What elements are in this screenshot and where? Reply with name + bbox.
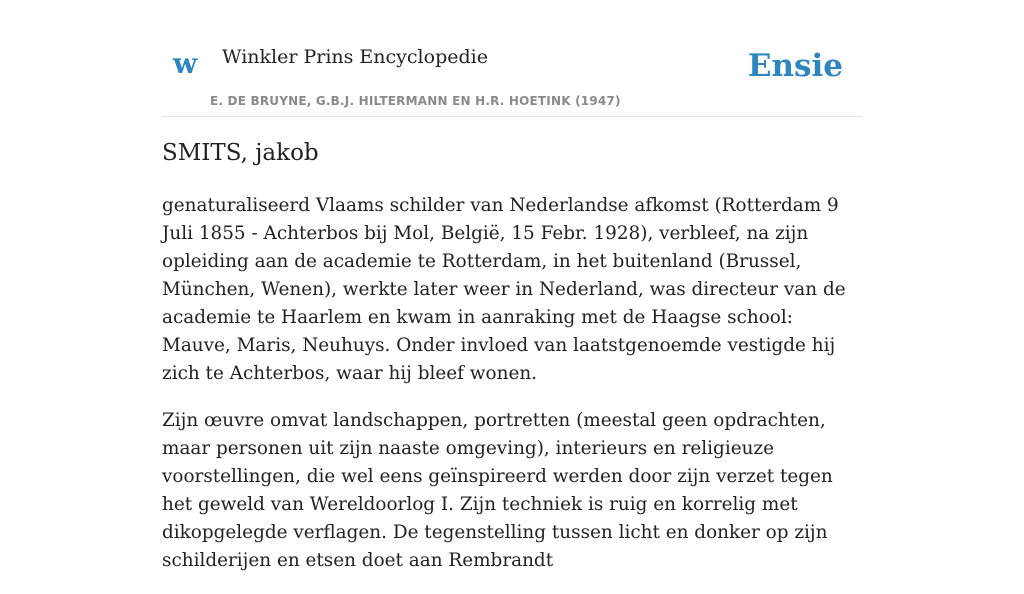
ensie-logo[interactable]: Ensie — [747, 48, 843, 84]
winkler-prins-logo[interactable]: w — [173, 47, 198, 80]
entry-body — [162, 192, 867, 594]
entry-paragraph-1: genaturaliseerd Vlaams schilder van Nederlandse afkomst (Rotterdam 9 Juli 1855 - Achterbos bij Mol, België, 15 Febr. 1928), verbleef, na zijn opleiding aan de academie te Rotterdam, in het buitenland (Brussel, München, Wenen), werkte later weer in Nederland, was directeur van de academie te Haarlem en kwam in aanraking met de Haagse school: Mauve, Maris, Neuhuys. Onder invloed van laatstgenoemde vestigde hij zich te Achterbos, waar hij bleef wonen. — [162, 195, 846, 384]
source-title[interactable]: Winkler Prins Encyclopedie — [222, 46, 488, 68]
source-header — [162, 0, 862, 117]
entry-title: SMITS, jakob — [162, 140, 319, 166]
source-authors: E. DE BRUYNE, G.B.J. HILTERMANN EN H.R. HOETINK (1947) — [210, 94, 621, 108]
entry-paragraph-2: Zijn œuvre omvat landschappen, portretten (meestal geen opdrachten, maar personen uit zijn naaste omgeving), interieurs en religieuze voorstellingen, die wel eens geïnspireerd werden door zijn verzet tegen het geweld van Wereldoorlog I. Zijn techniek is ruig en korrelig met dikopgelegde verflagen. De tegenstelling tussen licht en donker op zijn schilderijen en etsen doet aan Rembrandt — [162, 410, 833, 571]
